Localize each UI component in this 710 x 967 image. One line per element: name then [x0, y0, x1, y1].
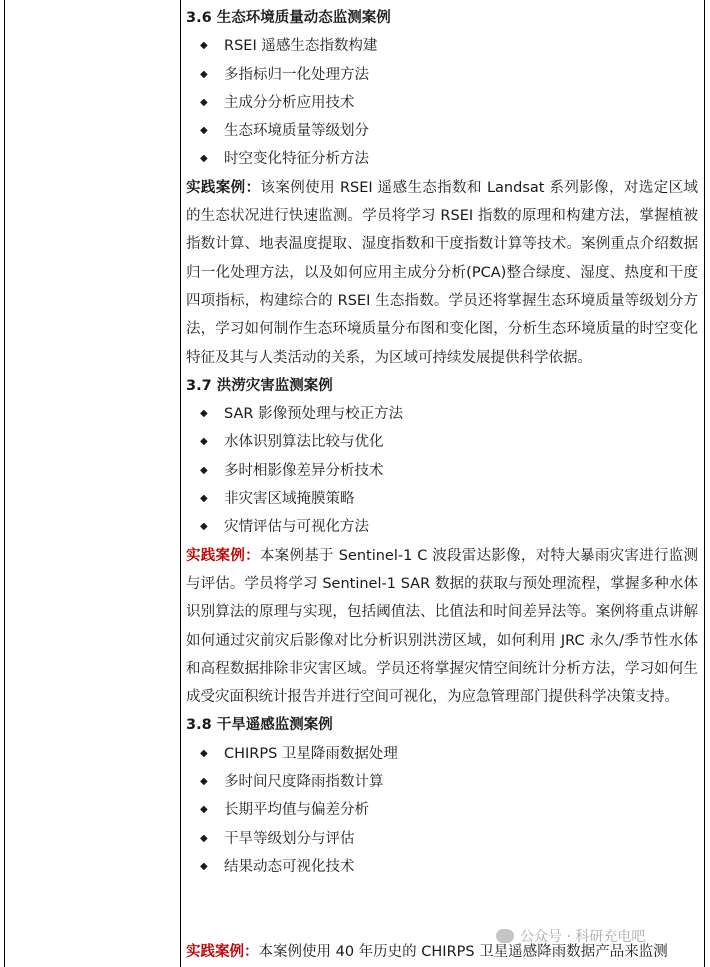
- list-item: ◆ CHIRPS 卫星降雨数据处理: [186, 740, 698, 768]
- diamond-bullet-icon: ◆: [200, 521, 208, 533]
- diamond-bullet-icon: ◆: [200, 68, 208, 80]
- list-item: ◆ 非灾害区域掩膜策略: [186, 485, 698, 513]
- case-text: 本案例使用 40 年历史的 CHIRPS 卫星遥感降雨数据产品来监测: [258, 944, 668, 960]
- list-item: ◆ 长期平均值与偏差分析: [186, 796, 698, 824]
- section-heading-3-8: 3.8 干旱遥感监测案例: [186, 717, 333, 734]
- case-text: 该案例使用 RSEI 遥感生态指数和 Landsat 系列影像，对选定区域的生态状况进行快速监测。学员将学习 RSEI 指数的原理和构建方法，掌握植被指数计算、地表温度提取、湿度指数和干度指数计算等技术。案例重点介绍数据归一化处理方法，以及如何应用主成分分析(PCA)整合绿度、湿度、热度和干度四项指标，构建综合的 RSEI 生态指数。学员还将掌握生态环境质量等级划分方法，学习如何制作生态环境质量分布图和变化图，分析生态环境质量的时空变化特征及其与人类活动的关系，为区域可持续发展提供科学依据。: [186, 179, 699, 366]
- wechat-icon: [496, 929, 514, 943]
- case-paragraph-3-7: [186, 542, 698, 712]
- content-cell: [186, 4, 698, 881]
- case-text: 本案例基于 Sentinel-1 C 波段雷达影像，对特大暴雨灾害进行监测与评估。学员将学习 Sentinel-1 SAR 数据的获取与预处理流程，掌握多种水体识别算法的原理与实现，包括阈值法、比值法和时间差异法等。案例将重点讲解如何通过灾前灾后影像对比分析识别洪涝区域，如何利用 JRC 永久/季节性水体和高程数据排除非灾害区域。学员还将掌握灾情空间统计分析方法，学习如何生成受灾面积统计报告并进行空间可视化，为应急管理部门提供科学决策支持。: [186, 547, 699, 706]
- diamond-bullet-icon: ◆: [200, 832, 208, 844]
- list-item: ◆ RSEI 遥感生态指数构建: [186, 32, 698, 60]
- list-item: ◆ 多时间尺度降雨指数计算: [186, 768, 698, 796]
- list-item: ◆ 生态环境质量等级划分: [186, 117, 698, 145]
- list-item: ◆ 结果动态可视化技术: [186, 853, 698, 881]
- bullet-list-3-8: [186, 740, 698, 881]
- case-paragraph-3-6: [186, 174, 698, 372]
- diamond-bullet-icon: ◆: [200, 96, 208, 108]
- list-item: ◆ 灾情评估与可视化方法: [186, 513, 698, 541]
- section-heading-3-7: 3.7 洪涝灾害监测案例: [186, 377, 333, 394]
- list-item: ◆ 干旱等级划分与评估: [186, 825, 698, 853]
- diamond-bullet-icon: ◆: [200, 436, 208, 448]
- diamond-bullet-icon: ◆: [200, 40, 208, 52]
- diamond-bullet-icon: ◆: [200, 747, 208, 759]
- diamond-bullet-icon: ◆: [200, 464, 208, 476]
- diamond-bullet-icon: ◆: [200, 776, 208, 788]
- watermark: 公众号 · 科研充电吧: [496, 926, 645, 946]
- section-heading-3-6: 3.6 生态环境质量动态监测案例: [186, 10, 391, 26]
- diamond-bullet-icon: ◆: [200, 860, 208, 872]
- bullet-list-3-7: [186, 400, 698, 541]
- list-item: ◆ SAR 影像预处理与校正方法: [186, 400, 698, 428]
- bullet-list-3-6: [186, 32, 698, 173]
- list-item: ◆ 多指标归一化处理方法: [186, 61, 698, 89]
- diamond-bullet-icon: ◆: [200, 153, 208, 165]
- list-item: ◆ 主成分分析应用技术: [186, 89, 698, 117]
- case-label: 实践案例：: [186, 179, 261, 196]
- left-cell: [5, 0, 180, 967]
- diamond-bullet-icon: ◆: [200, 408, 208, 420]
- diamond-bullet-icon: ◆: [200, 125, 208, 137]
- case-label: 实践案例：: [186, 547, 260, 564]
- list-item: ◆ 多时相影像差异分析技术: [186, 457, 698, 485]
- column-divider: [180, 0, 181, 967]
- case-label: 实践案例：: [186, 944, 259, 960]
- diamond-bullet-icon: ◆: [200, 804, 208, 816]
- list-item: ◆ 水体识别算法比较与优化: [186, 428, 698, 456]
- list-item: ◆ 时空变化特征分析方法: [186, 145, 698, 173]
- diamond-bullet-icon: ◆: [200, 493, 208, 505]
